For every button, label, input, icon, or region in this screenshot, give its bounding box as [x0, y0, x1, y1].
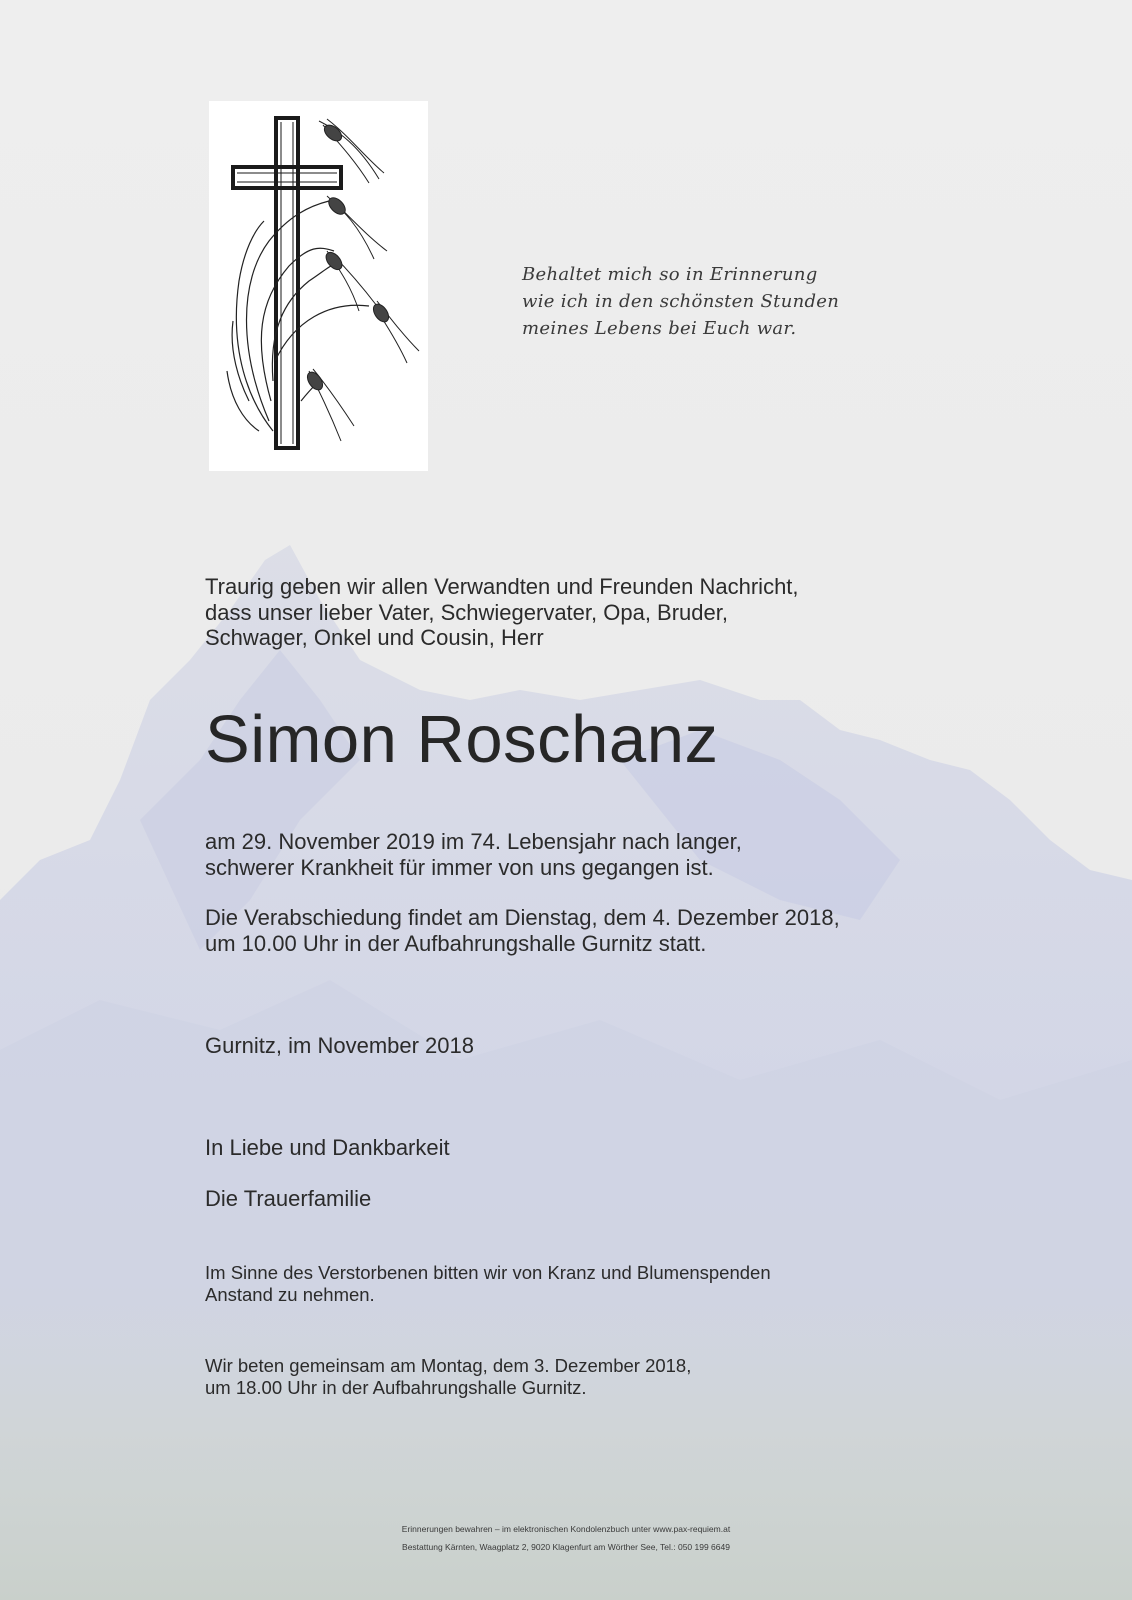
motto-line: Behaltet mich so in Erinnerung	[522, 264, 818, 285]
footer-condolence-link: Erinnerungen bewahren – im elektronischen Kondolenzbuch unter www.pax-requiem.at	[401, 1524, 731, 1534]
intro-text	[205, 574, 799, 651]
intro-line: Traurig geben wir allen Verwandten und Freunden Nachricht,	[205, 574, 799, 599]
cross-with-wheat-icon	[209, 101, 428, 471]
prayer-info	[205, 1355, 691, 1398]
footer-funeral-home: Bestattung Kärnten, Waagplatz 2, 9020 Klagenfurt am Wörther See, Tel.: 050 199 6649	[402, 1542, 730, 1552]
intro-line: Schwager, Onkel und Cousin, Herr	[205, 625, 544, 650]
intro-line: dass unser lieber Vater, Schwiegervater, Opa, Bruder,	[205, 599, 728, 625]
closing-phrase: In Liebe und Dankbarkeit	[205, 1135, 450, 1160]
memorial-motto	[522, 261, 922, 342]
death-notice	[205, 829, 742, 880]
farewell-info	[205, 905, 840, 956]
farewell-line: Die Verabschiedung findet am Dienstag, dem 4. Dezember 2018,	[205, 905, 840, 930]
death-notice-line: schwerer Krankheit für immer von uns gegangen ist.	[205, 854, 714, 880]
flowers-note-line: Im Sinne des Verstorbenen bitten wir von Kranz und Blumenspenden	[205, 1262, 771, 1283]
cross-emblem	[209, 101, 428, 471]
flowers-note	[205, 1262, 771, 1305]
death-notice-line: am 29. November 2019 im 74. Lebensjahr nach langer,	[205, 829, 742, 854]
family-signature: Die Trauerfamilie	[205, 1186, 372, 1211]
motto-line: meines Lebens bei Euch war.	[522, 318, 797, 339]
prayer-line: Wir beten gemeinsam am Montag, dem 3. Dezember 2018,	[205, 1355, 692, 1376]
prayer-line: um 18.00 Uhr in der Aufbahrungshalle Gurnitz.	[205, 1376, 587, 1398]
farewell-line: um 10.00 Uhr in der Aufbahrungshalle Gurnitz statt.	[205, 930, 707, 956]
flowers-note-line: Anstand zu nehmen.	[205, 1283, 375, 1305]
place-date: Gurnitz, im November 2018	[205, 1033, 474, 1058]
deceased-name: Simon Roschanz	[205, 702, 719, 777]
motto-line: wie ich in den schönsten Stunden	[522, 291, 840, 312]
